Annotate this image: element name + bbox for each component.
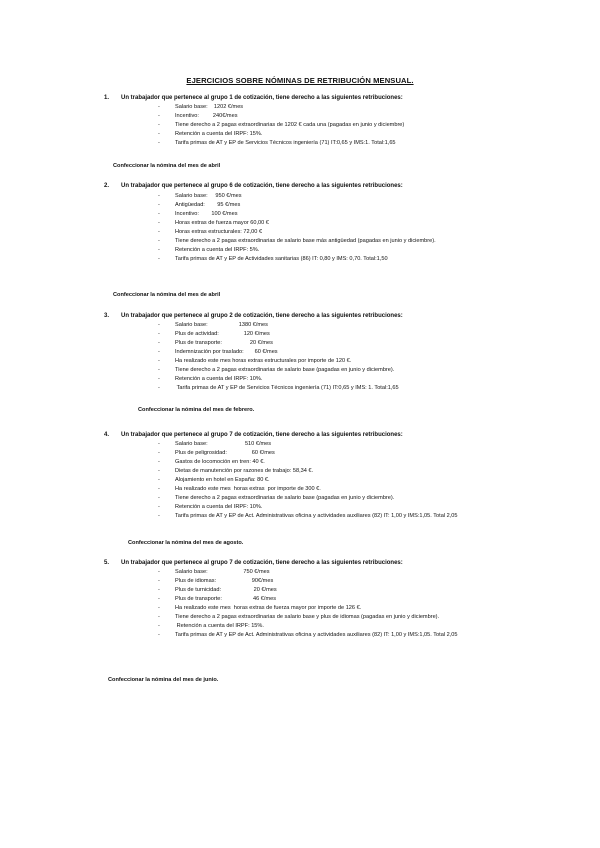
list-item: - Plus de transporte: 20 €/mes [158, 340, 273, 346]
list-item: - Plus de actividad: 120 €/mes [158, 331, 270, 337]
list-item: - Retención a cuenta del IRPF: 15%. [158, 131, 263, 137]
list-item: - Tarifa primas de AT y EP de Act. Administrativas oficina y actividades auxiliares (82) IT: 1,00 y IMS:1,05. Total 2,05 [158, 513, 458, 519]
list-item: - Tiene derecho a 2 pagas extraordinarias de 1202 € cada una (pagadas en junio y diciembre) [158, 122, 405, 128]
list-item: - Tiene derecho a 2 pagas extraordinarias de salario base y plus de idiomas (pagadas en junio y diciembre). [158, 614, 440, 620]
exercise-heading-text: Un trabajador que pertenece al grupo 1 de cotización, tiene derecho a las siguientes retribuciones: [121, 95, 403, 101]
list-item: - Tiene derecho a 2 pagas extraordinarias de salario base más antigüedad (pagadas en junio y diciembre). [158, 238, 436, 244]
list-item: - Dietas de manutención por razones de trabajo: 58,34 €. [158, 468, 314, 474]
exercise-instruction: Confeccionar la nómina del mes de abril [113, 163, 221, 169]
list-item: - Ha realizado este mes horas extras estructurales por importe de 120 €. [158, 358, 352, 364]
list-item: - Plus de idiomas: 90€/mes [158, 578, 274, 584]
list-item: - Ha realizado este mes horas extras de fuerza mayor por importe de 126 €. [158, 605, 362, 611]
exercise-heading-text: Un trabajador que pertenece al grupo 7 de cotización, tiene derecho a las siguientes retribuciones: [121, 560, 403, 566]
exercise-heading-text: Un trabajador que pertenece al grupo 6 de cotización, tiene derecho a las siguientes retribuciones: [121, 183, 403, 189]
list-item: - Plus de transporte: 46 €/mes [158, 596, 277, 602]
list-item: - Salario base: 750 €/mes [158, 569, 270, 575]
list-item: - Incentivo: 240€/mes [158, 113, 238, 119]
exercise-instruction: Confeccionar la nómina del mes de febrero. [138, 407, 255, 413]
list-item: - Salario base: 1380 €/mes [158, 322, 268, 328]
list-item: - Tarifa primas de AT y EP de Servicios Técnicos ingeniería (71) IT:0,65 y IMS: 1. Total:1,65 [158, 385, 399, 391]
list-item: - Alojamiento en hotel en España: 80 €. [158, 477, 270, 483]
item-list [0, 440, 600, 521]
list-item: - Retención a cuenta del IRPF: 10%. [158, 504, 263, 510]
list-item: - Ha realizado este mes horas extras por importe de 300 €. [158, 486, 321, 492]
list-item: - Retención a cuenta del IRPF: 15%. [158, 623, 264, 629]
list-item: - Tarifa primas de AT y EP de Act. Administrativas oficina y actividades auxiliares (82) IT: 1,00 y IMS:1,05. Total 2,05 [158, 632, 458, 638]
list-item: - Salario base: 510 €/mes [158, 441, 272, 447]
list-item: - Gastos de locomoción en tren: 40 €. [158, 459, 265, 465]
list-item: - Tiene derecho a 2 pagas extraordinarias de salario base (pagadas en junio y diciembre). [158, 495, 395, 501]
exercise-number: 3. [104, 313, 110, 319]
list-item: - Antigüedad: 95 €/mes [158, 202, 241, 208]
item-list [0, 568, 600, 640]
list-item: - Horas extras estructurales: 72,00 € [158, 229, 263, 235]
exercise-heading-text: Un trabajador que pertenece al grupo 7 de cotización, tiene derecho a las siguientes retribuciones: [121, 432, 403, 438]
list-item: - Salario base: 950 €/mes [158, 193, 242, 199]
list-item: - Tiene derecho a 2 pagas extraordinarias de salario base (pagadas en junio y diciembre). [158, 367, 395, 373]
exercise-number: 2. [104, 183, 110, 189]
item-list [0, 321, 600, 393]
exercise-heading-text: Un trabajador que pertenece al grupo 2 de cotización, tiene derecho a las siguientes retribuciones: [121, 313, 403, 319]
list-item: - Retención a cuenta del IRPF: 10%. [158, 376, 263, 382]
document-title: EJERCICIOS SOBRE NÓMINAS DE RETRIBUCIÓN MENSUAL. [186, 76, 414, 85]
exercise-instruction: Confeccionar la nómina del mes de agosto. [128, 540, 244, 546]
item-list [0, 192, 600, 264]
exercise-number: 1. [104, 95, 110, 101]
exercise-number: 5. [104, 560, 110, 566]
exercise-number: 4. [104, 432, 110, 438]
exercise-instruction: Confeccionar la nómina del mes de junio. [108, 677, 219, 683]
list-item: - Salario base: 1202 €/mes [158, 104, 244, 110]
list-item: - Retención a cuenta del IRPF: 5%. [158, 247, 260, 253]
list-item: - Plus de turnicidad: 20 €/mes [158, 587, 277, 593]
list-item: - Tarifa primas de AT y EP de Servicios Técnicos ingeniería (71) IT:0,65 y IMS:1. Total:1,65 [158, 140, 396, 146]
item-list [0, 103, 600, 148]
list-item: - Indemnización por traslado: 60 €/mes [158, 349, 278, 355]
exercise-instruction: Confeccionar la nómina del mes de abril [113, 292, 221, 298]
list-item: - Plus de peligrosidad: 60 €/mes [158, 450, 275, 456]
list-item: - Incentivo: 100 €/mes [158, 211, 238, 217]
list-item: - Horas extras de fuerza mayor 60,00 € [158, 220, 269, 226]
list-item: - Tarifa primas de AT y EP de Actividades sanitarias (86) IT: 0,80 y IMS: 0,70. Total:1,50 [158, 256, 388, 262]
